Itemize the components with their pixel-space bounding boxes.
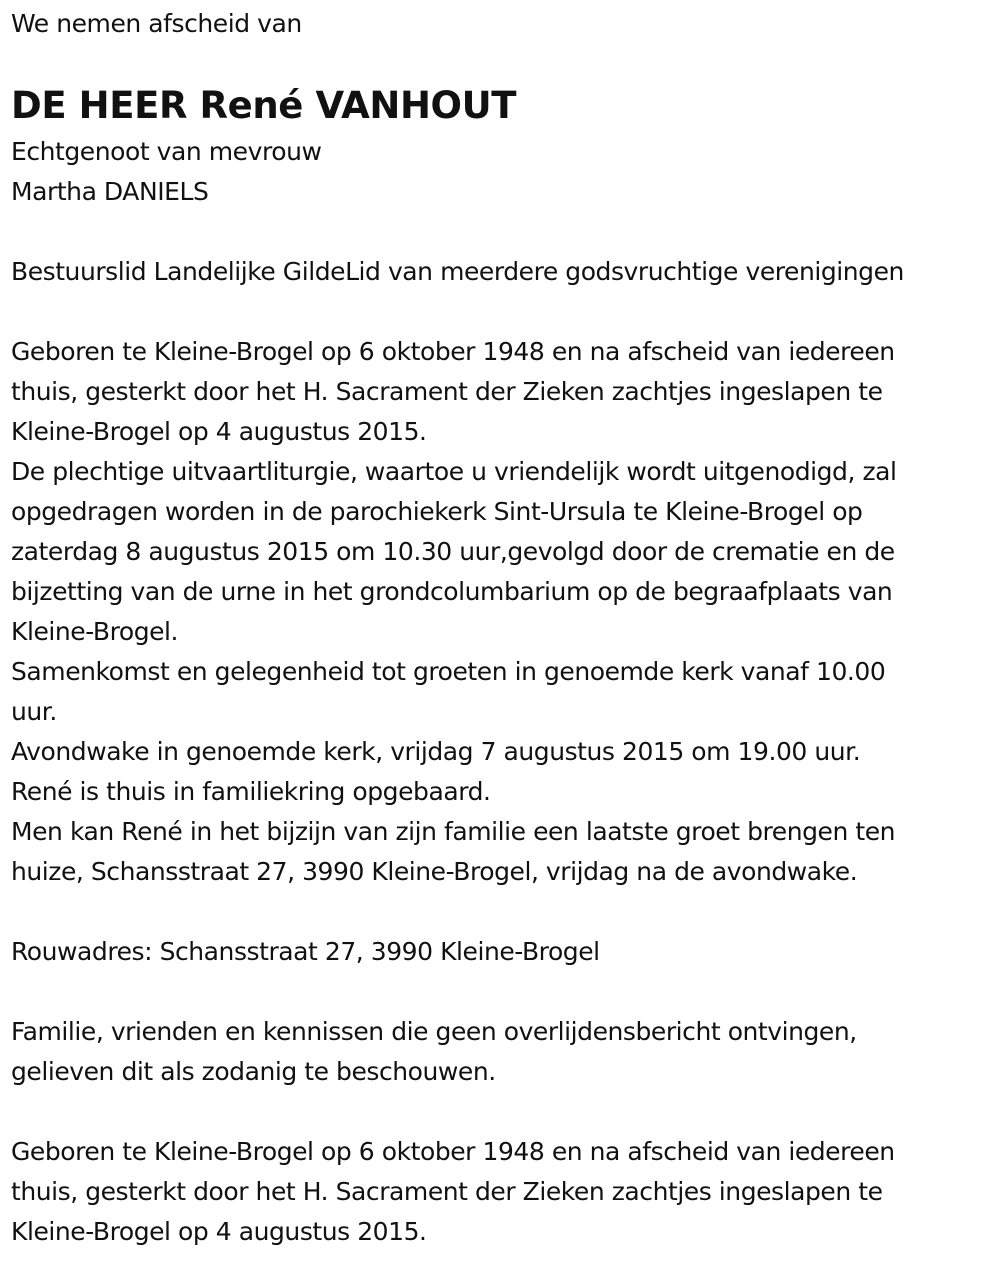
mourning-address: Rouwadres: Schansstraat 27, 3990 Kleine-Brogel [11,937,600,966]
spacer [11,212,1000,252]
main-text-line: thuis, gesterkt door het H. Sacrament der Zieken zachtjes ingeslapen te [11,377,883,406]
main-text-line: huize, Schansstraat 27, 3990 Kleine-Brogel, vrijdag na de avondwake. [11,857,858,886]
repeat-text-line: thuis, gesterkt door het H. Sacrament der Zieken zachtjes ingeslapen te [11,1177,883,1206]
main-text-line: opgedragen worden in de parochiekerk Sint-Ursula te Kleine-Brogel op [11,497,863,526]
main-text-line: uur. [11,697,57,726]
spacer [11,972,1000,1012]
main-text-line: Samenkomst en gelegenheid tot groeten in genoemde kerk vanaf 10.00 [11,657,886,686]
spacer [11,292,1000,332]
notice-block [11,1012,1000,1092]
notice-line: Familie, vrienden en kennissen die geen overlijdensbericht ontvingen, [11,1017,857,1046]
main-text-line: bijzetting van de urne in het grondcolumbarium op de begraafplaats van [11,577,893,606]
main-text-line: Avondwake in genoemde kerk, vrijdag 7 augustus 2015 om 19.00 uur. [11,737,861,766]
main-text-line: Geboren te Kleine-Brogel op 6 oktober 1948 en na afscheid van iedereen [11,337,895,366]
intro-text: We nemen afscheid van [11,9,302,38]
main-text-line: René is thuis in familiekring opgebaard. [11,777,491,806]
deceased-name: DE HEER René VANHOUT [11,84,517,127]
notice-line: gelieven dit als zodanig te beschouwen. [11,1057,496,1086]
main-text-line: zaterdag 8 augustus 2015 om 10.30 uur,gevolgd door de crematie en de [11,537,895,566]
repeat-text-block [11,1132,1000,1252]
main-text-line: De plechtige uitvaartliturgie, waartoe u vriendelijk wordt uitgenodigd, zal [11,457,897,486]
main-text-line: Men kan René in het bijzijn van zijn familie een laatste groet brengen ten [11,817,896,846]
main-text-line: Kleine-Brogel. [11,617,179,646]
spacer [11,1092,1000,1132]
repeat-text-line: Geboren te Kleine-Brogel op 6 oktober 1948 en na afscheid van iedereen [11,1137,895,1166]
main-text-block [11,332,1000,892]
spacer [11,892,1000,932]
functions-text: Bestuurslid Landelijke GildeLid van meerdere godsvruchtige verenigingen [11,257,904,286]
spouse-line-1: Echtgenoot van mevrouw [11,137,322,166]
main-text-line: Kleine-Brogel op 4 augustus 2015. [11,417,427,446]
spouse-line-2: Martha DANIELS [11,177,209,206]
repeat-text-line: Kleine-Brogel op 4 augustus 2015. [11,1217,427,1246]
